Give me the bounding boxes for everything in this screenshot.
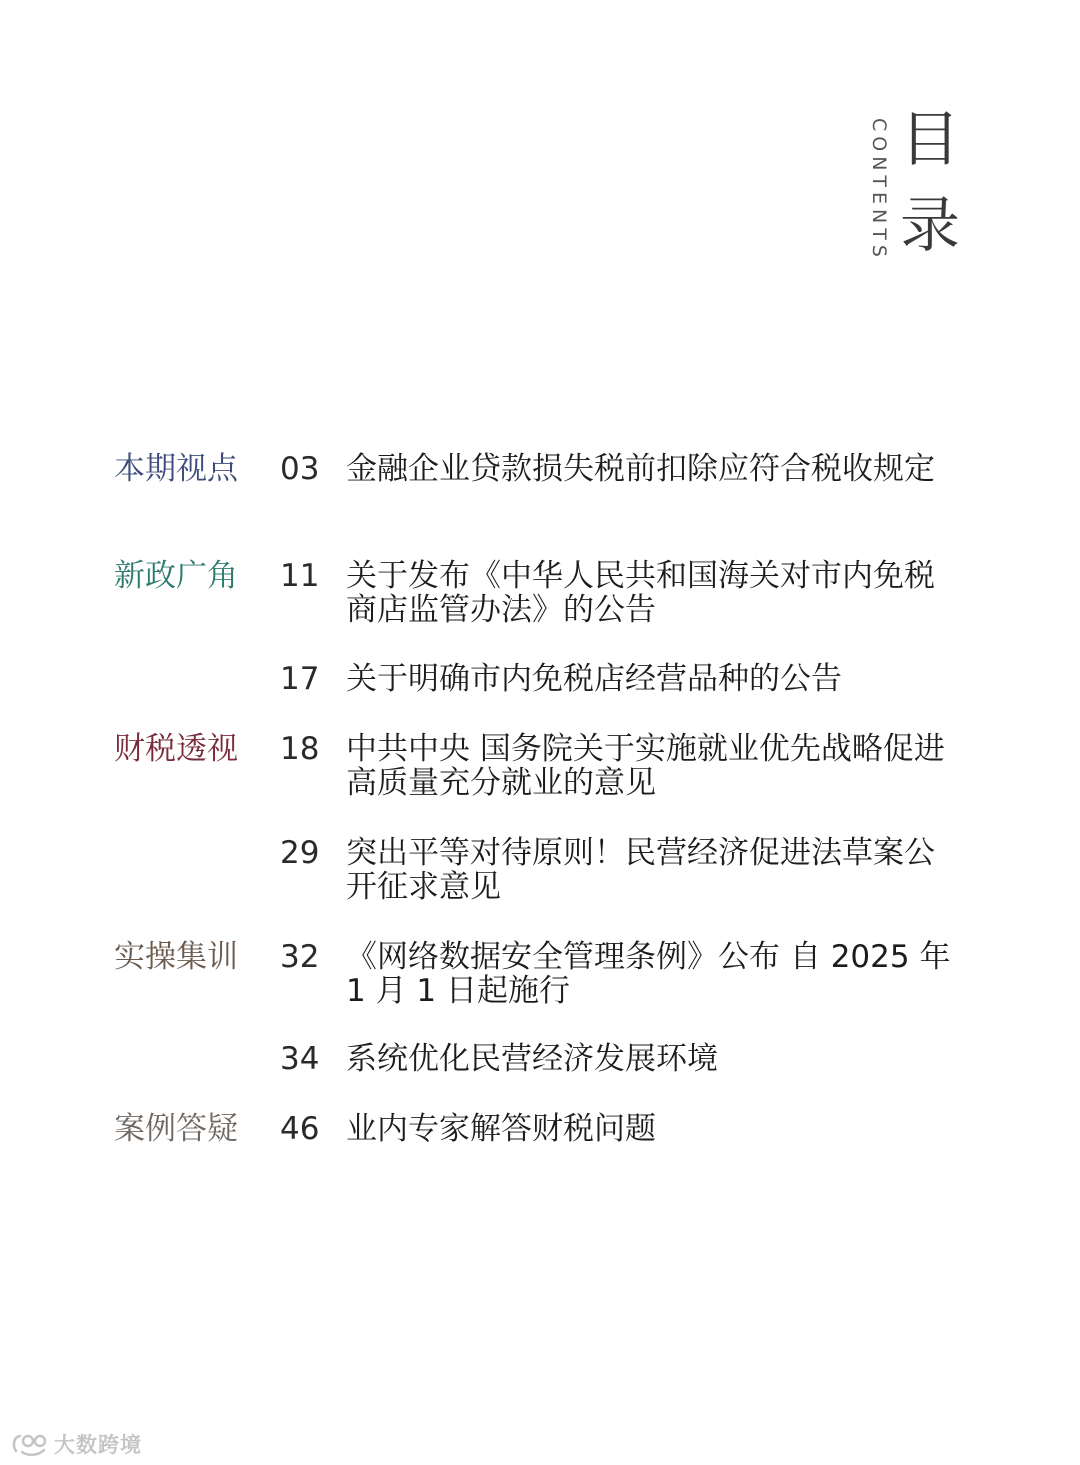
- contents-header: [862, 105, 972, 268]
- toc-entry[interactable]: [114, 731, 954, 801]
- page-number: 18: [280, 731, 320, 767]
- entry-title: 突出平等对待原则！民营经济促进法草案公开征求意见: [346, 835, 935, 905]
- toc-entry[interactable]: [114, 939, 954, 1009]
- entry-title: 关于明确市内免税店经营品种的公告: [346, 661, 842, 697]
- page-number: 11: [280, 558, 320, 594]
- brand-logo-icon: [10, 1431, 50, 1457]
- page-number: 34: [280, 1041, 320, 1077]
- section-label-qa: 案例答疑: [114, 1111, 238, 1147]
- toc-entry[interactable]: [114, 558, 954, 628]
- page-number: 32: [280, 939, 320, 975]
- toc-entry[interactable]: [114, 452, 954, 486]
- contents-subtitle: CONTENTS: [868, 118, 890, 262]
- entry-title: 关于发布《中华人民共和国海关对市内免税商店监管办法》的公告: [346, 558, 935, 628]
- section-label-practice: 实操集训: [114, 939, 238, 975]
- entry-title: 业内专家解答财税问题: [346, 1111, 656, 1147]
- watermark: [10, 1428, 142, 1460]
- page-number: 29: [280, 835, 320, 871]
- toc-entry[interactable]: [114, 1112, 954, 1146]
- toc-entry[interactable]: [114, 835, 954, 905]
- entry-title: 《网络数据安全管理条例》公布 自 2025 年 1 月 1 日起施行: [346, 939, 951, 1009]
- section-label-fiscal-tax: 财税透视: [114, 731, 238, 767]
- page-number: 46: [280, 1111, 320, 1147]
- section-label-viewpoint: 本期视点: [114, 451, 238, 487]
- toc-entry[interactable]: [114, 662, 954, 696]
- page-number: 17: [280, 661, 320, 697]
- entry-title: 中共中央 国务院关于实施就业优先战略促进高质量充分就业的意见: [346, 731, 945, 801]
- section-label-new-policy: 新政广角: [114, 558, 238, 594]
- entry-title: 金融企业贷款损失税前扣除应符合税收规定: [346, 451, 935, 487]
- page-title-char-1: 目: [900, 105, 960, 175]
- page-title-char-2: 录: [900, 191, 960, 261]
- page-number: 03: [280, 451, 320, 487]
- entry-title: 系统优化民营经济发展环境: [346, 1041, 718, 1077]
- watermark-text: 大数跨境: [54, 1433, 142, 1457]
- toc-entry[interactable]: [114, 1042, 954, 1076]
